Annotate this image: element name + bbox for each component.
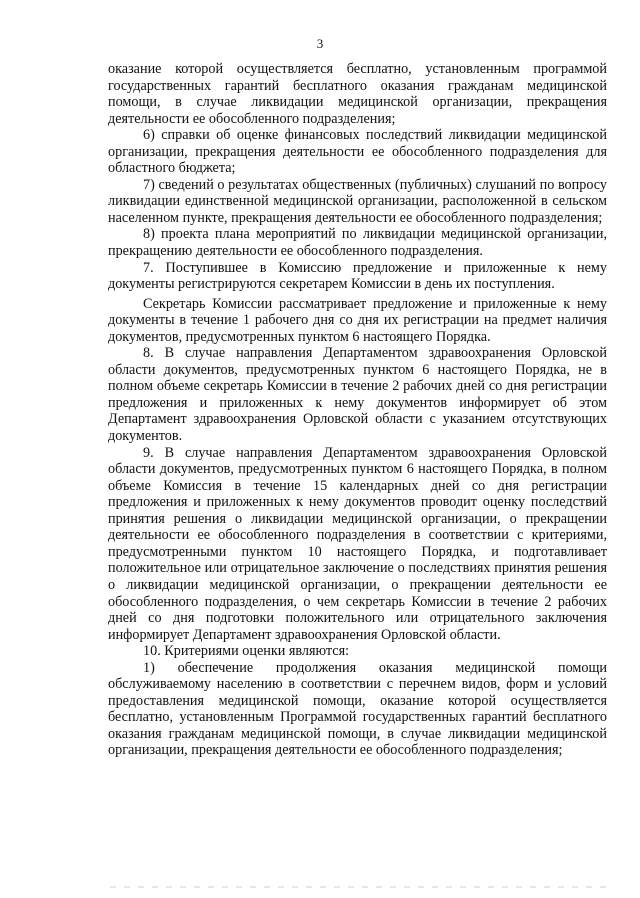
scan-noise-line	[110, 886, 610, 888]
paragraph-secretary-review: Секретарь Комиссии рассматривает предложение и приложенные к нему документы в течение 1 рабочего дня со дня их регистрации на предмет наличия документов, предусмотренных пунктом 6 настоящего Порядка.	[108, 295, 607, 345]
paragraph-clause-9: 9. В случае направления Департаментом здравоохранения Орловской области документов, предусмотренных пунктом 6 настоящего Порядка, в полном объеме Комиссия в течение 15 календарных дней со дня регистрации предложения и приложенных к нему документов проводит оценку последствий принятия решения о ликвидации медицинской организации, о прекращении деятельности ее обособленного подразделения в соответствии с критериями, предусмотренными пунктом 10 настоящего Порядка, и подготавливает положительное или отрицательное заключение о последствиях принятия решения о ликвидации медицинской организации, о прекращении деятельности ее обособленного подразделения, о чем секретарь Комиссии в течение 2 рабочих дней со дня подготовки положительного или отрицательного заключения информирует Департамент здравоохранения Орловской области.	[108, 444, 607, 643]
paragraph-clause-7: 7. Поступившее в Комиссию предложение и приложенные к нему документы регистрируются секретарем Комиссии в день их поступления.	[108, 259, 607, 293]
paragraph-criterion-1: 1) обеспечение продолжения оказания медицинской помощи обслуживаемому населению в соответствии с перечнем видов, форм и условий предоставления медицинской помощи, оказание которой осуществляется бесплатно, установленным Программой государственных гарантий бесплатного оказания гражданам медицинской помощи, в случае ликвидации медицинской организации, прекращения деятельности ее обособленного подразделения;	[108, 659, 607, 759]
document-body	[108, 61, 607, 759]
paragraph-item-8: 8) проекта плана мероприятий по ликвидации медицинской организации, прекращению деятельности ее обособленного подразделения.	[108, 226, 607, 260]
paragraph-item-7: 7) сведений о результатах общественных (публичных) слушаний по вопросу ликвидации единственной медицинской организации, расположенной в сельском населенном пункте, прекращения деятельности ее обособленного подразделения;	[108, 176, 607, 226]
paragraph-item-6: 6) справки об оценке финансовых последствий ликвидации медицинской организации, прекращения деятельности ее обособленного подразделения для областного бюджета;	[108, 127, 607, 177]
paragraph-clause-8: 8. В случае направления Департаментом здравоохранения Орловской области документов, предусмотренных пунктом 6 настоящего Порядка, не в полном объеме секретарь Комиссии в течение 2 рабочих дней со дня регистрации предложения и приложенных к нему документов информирует об этом Департамент здравоохранения Орловской области с указанием отсутствующих документов.	[108, 345, 607, 445]
page-number: 3	[316, 36, 324, 51]
paragraph-clause-10: 10. Критериями оценки являются:	[143, 643, 350, 660]
paragraph-continuation: оказание которой осуществляется бесплатно, установленным программой государственных гарантий бесплатного оказания гражданам медицинской помощи, в случае ликвидации медицинской организации, прекращения деятельности ее обособленного подразделения;	[108, 61, 607, 127]
